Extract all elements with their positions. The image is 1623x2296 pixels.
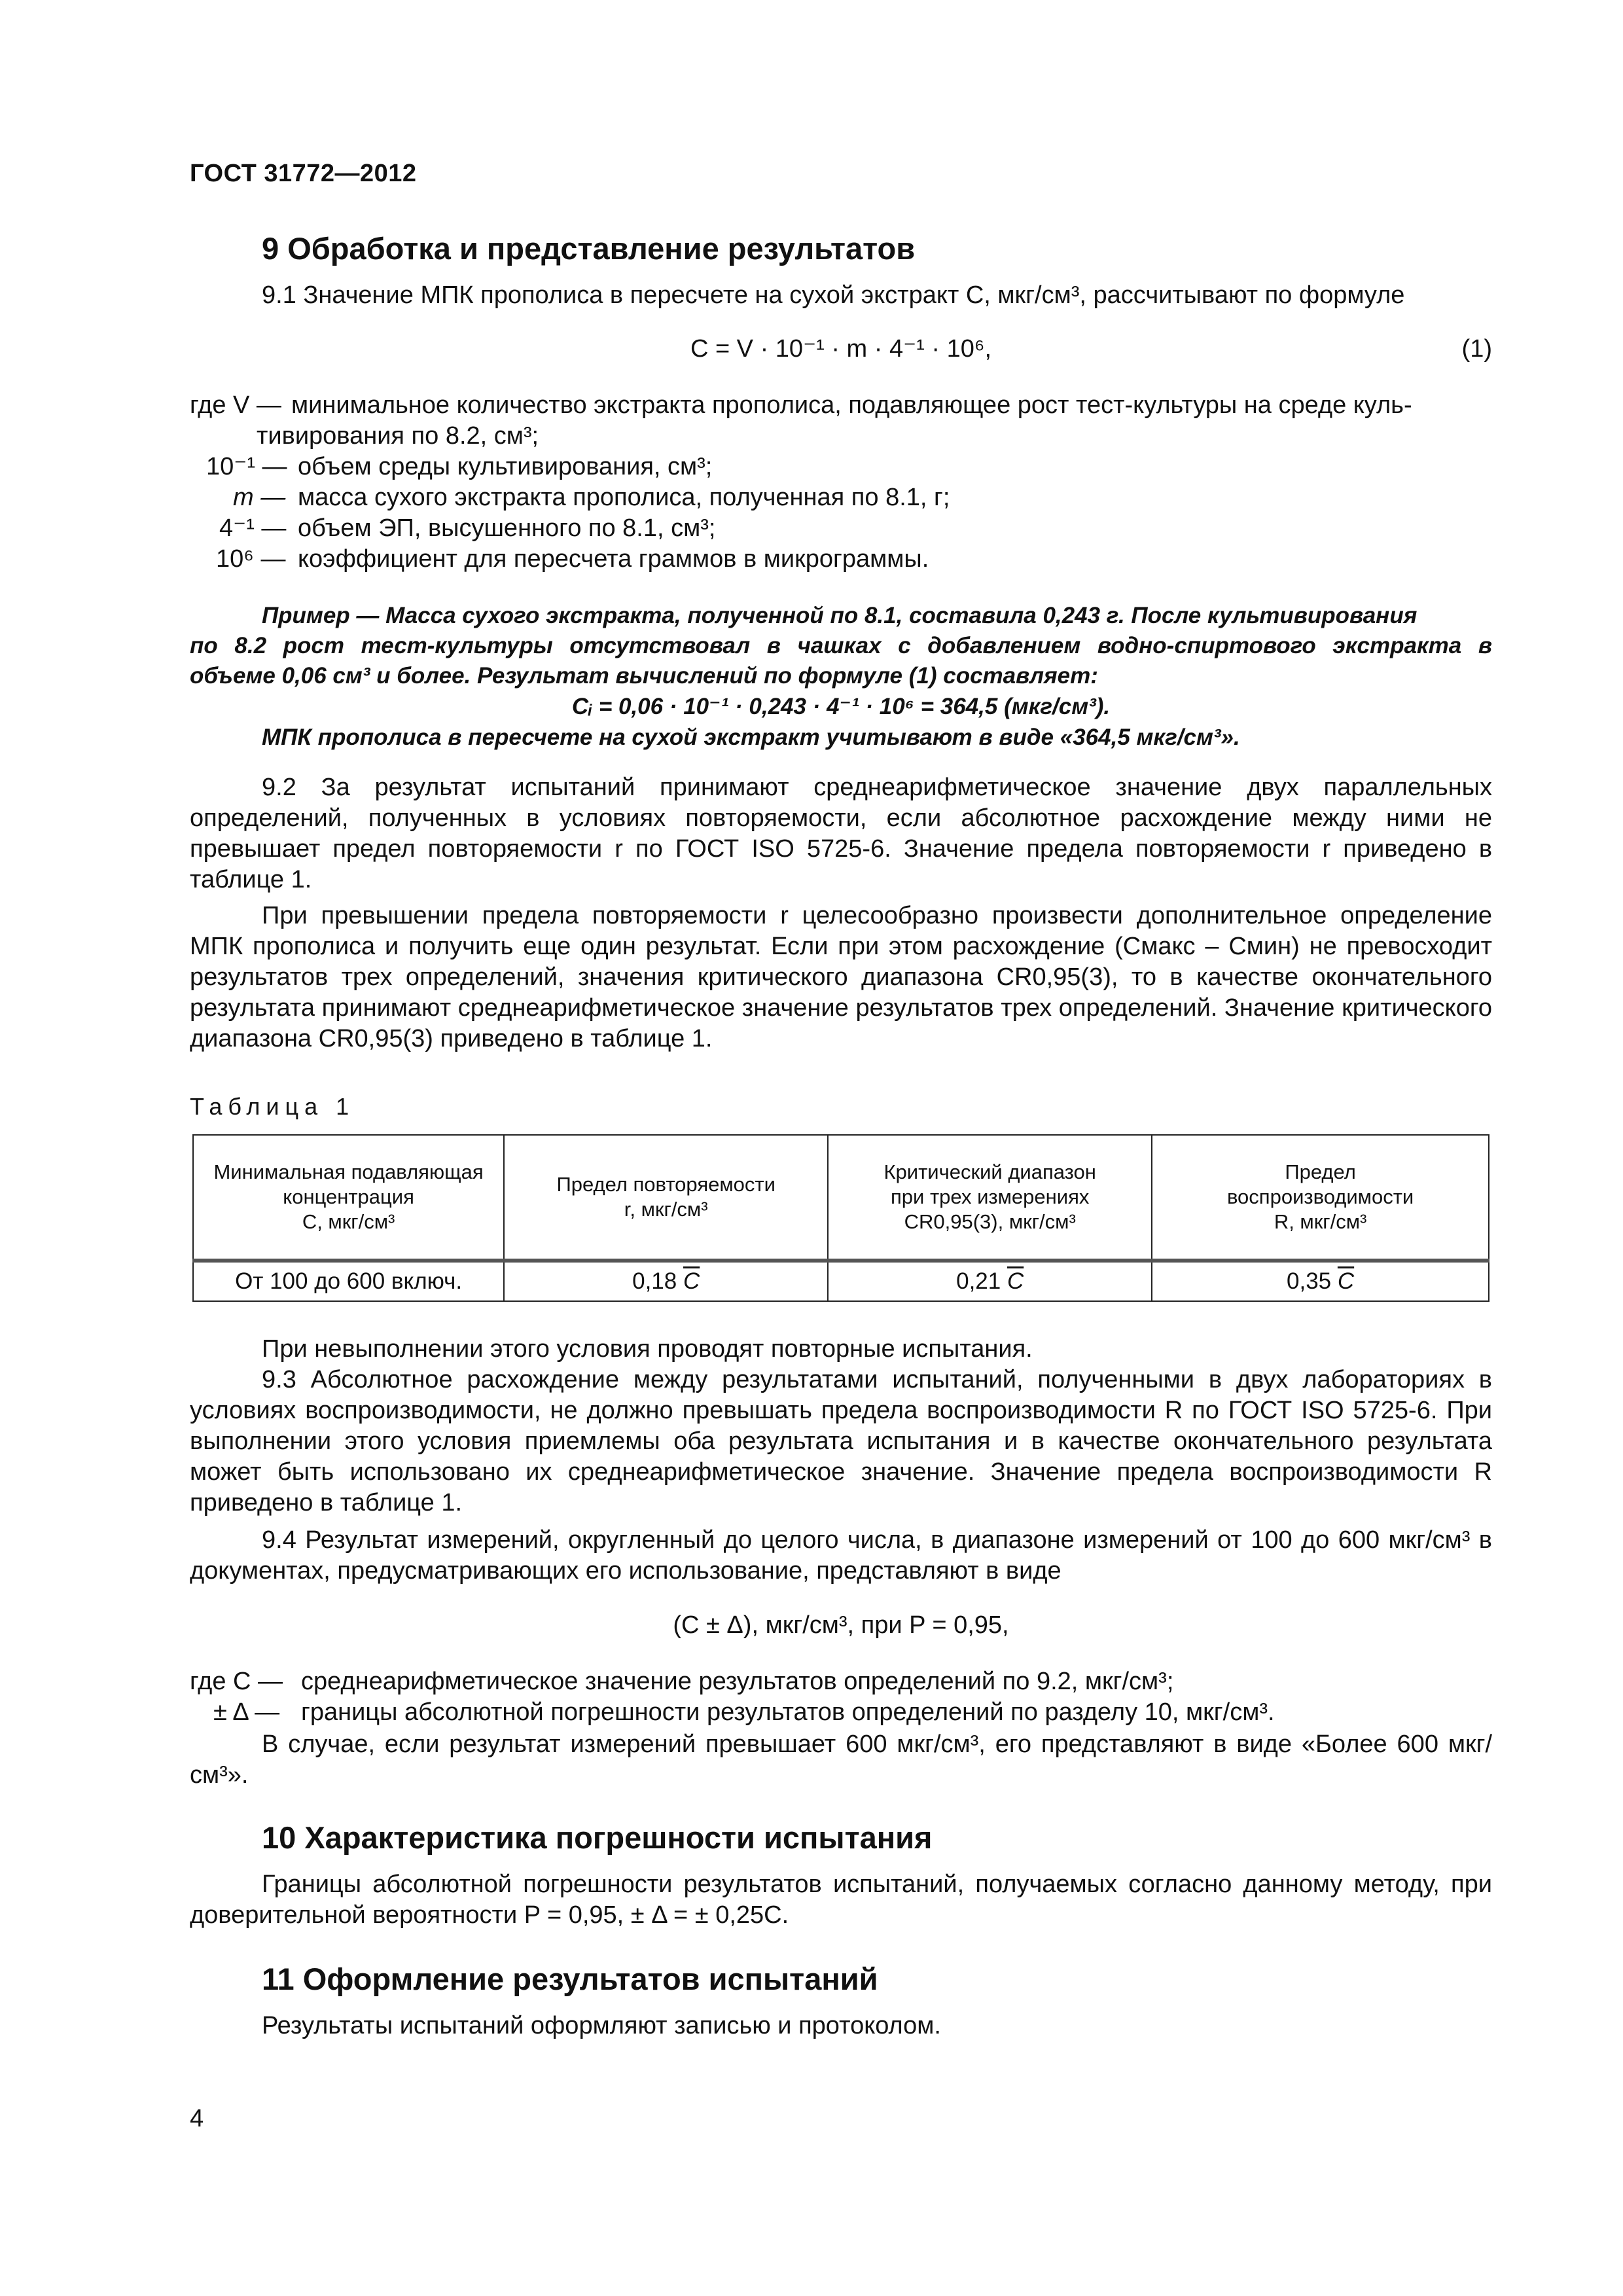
table-cell: 0,35 $\overline{C}$ [1152, 1261, 1489, 1301]
section-9-title: 9 Обработка и представление результатов [262, 231, 916, 266]
section-11-text: Результаты испытаний оформляют записью и протоколом. [262, 2012, 941, 2039]
table-header-cell: Минимальная подавляющая концентрация C, мкг/см³ [193, 1135, 504, 1261]
table-cell: 0,21 $\overline{C}$ [828, 1261, 1152, 1301]
example-formula: Cᵢ = 0,06 · 10⁻¹ · 0,243 · 4⁻¹ · 10⁶ = 364,5 (мкг/см³). [571, 694, 1111, 719]
example-line: объеме 0,06 см³ и более. Результат вычислений по формуле (1) составляет: [190, 663, 1098, 689]
table-header-cell: Предел повторяемости r, мкг/см³ [504, 1135, 828, 1261]
table-1 [192, 1134, 1489, 1302]
formula-1-number: (1) [1461, 335, 1492, 363]
paragraph-exceed: В случае, если результат измерений превышает 600 мкг/см³, его представляют в виде «Более 600 мкг/см³». [190, 1731, 1492, 1789]
table-1-label: Таблица 1 [190, 1093, 355, 1120]
example-line: по 8.2 рост тест-культуры отсутствовал в чашках с добавлением водно-спиртового экстракта в [190, 633, 1492, 658]
paragraph-9-2: 9.2 За результат испытаний принимают среднеарифметическое значение двух параллельных определений, полученных в условиях повторяемости, если абсолютное расхождение между ними не превышает предел повторяемости r по ГОСТ ISO 5725-6. Значение предела повторяемости r приведено в таблице 1. [190, 774, 1492, 893]
section-10-text: Границы абсолютной погрешности результатов испытаний, получаемых согласно данному методу, при доверительной вероятности P = 0,95, ± Δ = ± 0,25C. [190, 1871, 1492, 1929]
table-row [193, 1261, 1489, 1301]
table-header-cell: Критический диапазон при трех измерениях CR0,95(3), мкг/см³ [828, 1135, 1152, 1261]
section-10-title: 10 Характеристика погрешности испытания [262, 1820, 933, 1855]
paragraph-9-4: 9.4 Результат измерений, округленный до целого числа, в диапазоне измерений от 100 до 600 мкг/см³ в документах, предусматривающих его использование, представляют в виде [190, 1526, 1492, 1585]
example-line: Пример — Масса сухого экстракта, полученной по 8.1, составила 0,243 г. После культивирования [262, 603, 1418, 628]
page-number: 4 [190, 2105, 204, 2132]
paragraph-9-1: 9.1 Значение МПК прополиса в пересчете на сухой экстракт C, мкг/см³, рассчитывают по формуле [262, 281, 1405, 309]
example-result: МПК прополиса в пересчете на сухой экстракт учитывают в виде «364,5 мкг/см³». [262, 725, 1240, 750]
paragraph-repeat-tests: При невыполнении этого условия проводят повторные испытания. [262, 1335, 1033, 1363]
paragraph-9-2-continued: При превышении предела повторяемости r целесообразно произвести дополнительное определение МПК прополиса и получить еще один результат. Если при этом расхождение (Cмакс – Cмин) не превосходит результатов трех определений, значения критического диапазона CR0,95(3), то в качестве окончательного результата принимают среднеарифметическое значение результатов трех определений. Значение критического диапазона CR0,95(3) приведено в таблице 1. [190, 902, 1492, 1052]
standard-header: ГОСТ 31772—2012 [190, 160, 417, 187]
table-cell: От 100 до 600 включ. [193, 1261, 504, 1301]
table-cell: 0,18 $\overline{C}$ [504, 1261, 828, 1301]
paragraph-9-3: 9.3 Абсолютное расхождение между результатами испытаний, полученными в двух лабораториях в условиях воспроизводимости, не должно превышать предела воспроизводимости R по ГОСТ ISO 5725-6. При выполнении этого условия приемлемы оба результата испытания и в качестве окончательного результата может быть использовано их среднеарифметическое значение. Значение предела воспроизводимости R приведено в таблице 1. [190, 1366, 1492, 1516]
section-11-title: 11 Оформление результатов испытаний [262, 1962, 878, 1996]
formula-2: (C ± Δ), мкг/см³, при P = 0,95, [673, 1611, 1009, 1639]
formula-1 [190, 334, 1492, 365]
table-header-row [193, 1135, 1489, 1261]
formula-1-expression: C = V · 10⁻¹ · m · 4⁻¹ · 10⁶, [690, 335, 992, 363]
document-page: ГОСТ 31772—2012 9 Обработка и представление результатов 9.1 Значение МПК прополиса в пересчете на сухой экстракт C, мкг/см³, рассчитывают по формуле C = V · 10⁻¹ · m · 4⁻¹ · 10⁶, (1) где V — минимальное количество экстракта прополиса, подавляющее рост тест-культуры на среде куль- тивирования по 8.2, см³; 10⁻¹ — объем среды культивирования, см³; m — масса сухого экстракта прополиса, полученная по 8.1, г; 4⁻¹ — объем ЭП, высушенного по 8.1, см³; 10⁶ — коэффициент для пересчета граммов в микрограммы. Пример — Масса сухого экстракта, полученной по 8.1, составила 0,243 г. После культивирования по 8.2 рост тест-культуры отсутствовал в чашках с добавлением водно-спиртового экстракта в объеме 0,06 см³ и более. Результат вычислений по формуле (1) составляет: Cᵢ = 0,06 · 10⁻¹ · 0,243 · 4⁻¹ · 10⁶ = 364,5 (мкг/см³). МПК прополиса в пересчете на сухой экстракт учитывают в виде «364,5 мкг/см³». 9.2 За результат испытаний принимают среднеарифметическое значение двух параллельных определений, полученных в условиях повторяемости, если абсолютное расхождение между ними не превышает предел повторяемости r по ГОСТ ISO 5725-6. Значение предела повторяемости r приведено в таблице 1. При превышении предела повторяемости r целесообразно произвести дополнительное определение МПК прополиса и получить еще один результат. Если при этом расхождение (Cмакс – Cмин) не превосходит результатов трех определений, значения критического диапазона CR0,95(3), то в качестве окончательного результата принимают среднеарифметическое значение результатов трех определений. Значение критического диапазона CR0,95(3) приведено в таблице 1. Таблица 1 Минимальная подавляющая концентрация C, мкг/см³ Предел повторяемости r, мкг/см³ Критический диапазон при трех измерениях CR0,95(3), мкг/см³ Предел воспроизводимости R, мкг/см³ От 100 до 600 включ. 0,18 $\overline{C}$ 0,21 $\overline{C}$ 0,35 $\overline{C}$ При невыполнении этого условия проводят повторные испытания. 9.3 Абсолютное расхождение между результатами испытаний, полученными в двух лабораториях в условиях воспроизводимости, не должно превышать предела воспроизводимости R по ГОСТ ISO 5725-6. При выполнении этого условия приемлемы оба результата испытания и в качестве окончательного результата может быть использовано их среднеарифметическое значение. Значение предела воспроизводимости R приведено в таблице 1. 9.4 Результат измерений, округленный до целого числа, в диапазоне измерений от 100 до 600 мкг/см³ в документах, предусматривающих его использование, представляют в виде (C ± Δ), мкг/см³, при P = 0,95, где C — среднеарифметическое значение результатов определений по 9.2, мкг/см³; ± Δ — границы абсолютной погрешности результатов определений по разделу 10, мкг/см³. В случае, если результат измерений превышает 600 мкг/см³, его представляют в виде «Более 600 мкг/см³». 10 Характеристика погрешности испытания Границы абсолютной погрешности результатов испытаний, получаемых согласно данному методу, при доверительной вероятности P = 0,95, ± Δ = ± 0,25C. 11 Оформление результатов испытаний Результаты испытаний оформляют записью и протоколом. 4 [190, 160, 1492, 2132]
table-header-cell: Предел воспроизводимости R, мкг/см³ [1152, 1135, 1489, 1261]
